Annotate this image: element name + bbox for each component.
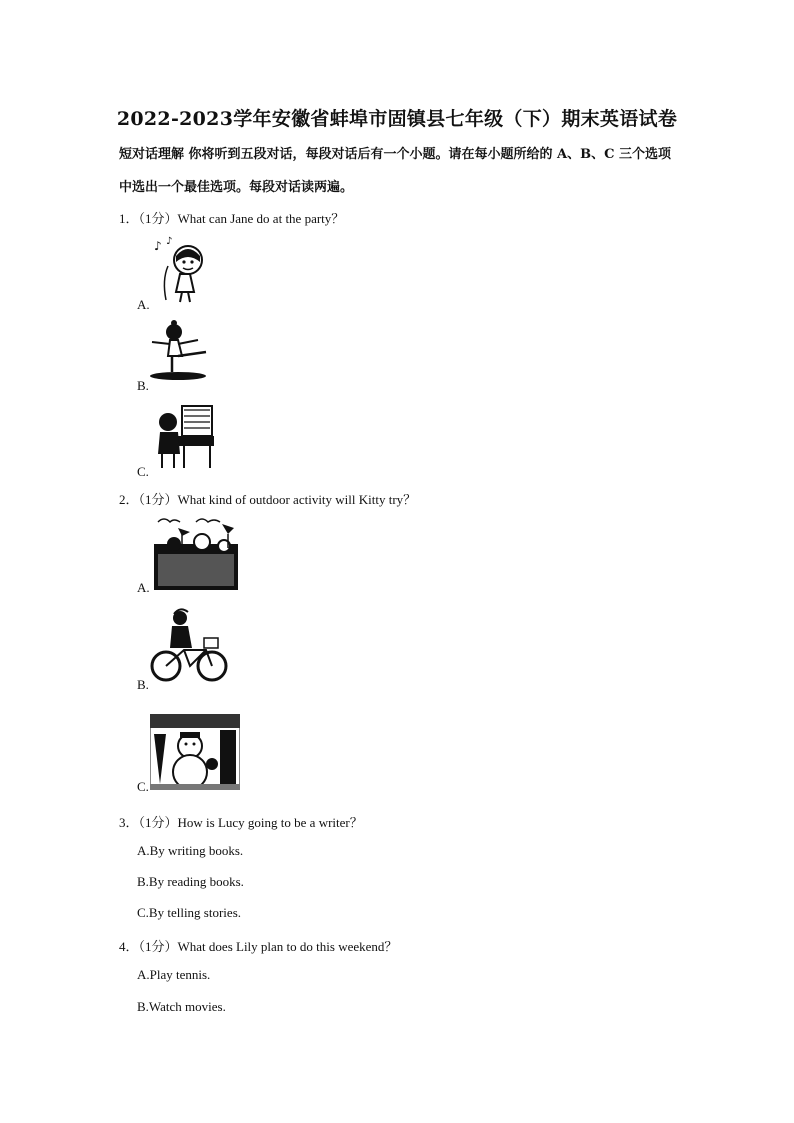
question-3 <box>119 812 363 831</box>
question-number: 1．（1分） <box>119 211 178 226</box>
question-1 <box>119 208 344 227</box>
option-label: A. <box>137 297 150 312</box>
option-label: C. <box>137 464 149 479</box>
option-b: B.Watch movies. <box>137 999 226 1014</box>
option-label: C. <box>137 779 149 794</box>
question-number: 4．（1分） <box>119 939 178 954</box>
option-label: B. <box>137 677 149 692</box>
option-label: A. <box>137 580 150 595</box>
girl-playing-piano-icon <box>152 402 216 470</box>
question-text: What kind of outdoor activity will Kitty try？ <box>177 492 417 507</box>
question-number: 2．（1分） <box>119 492 178 507</box>
question-4 <box>119 936 397 955</box>
people-gardening-icon <box>152 514 240 590</box>
option-a: A.By writing books. <box>137 843 244 858</box>
page-title: 2022-2023学年安徽省蚌埠市固镇县七年级（下）期末英语试卷 <box>116 108 678 130</box>
question-number: 3．（1分） <box>119 815 178 830</box>
section-instructions: 短对话理解 你将听到五段对话，每段对话后有一个小题。请在每小题所给的 A、B、C 三个选项中选出一个最佳选项。每段对话读两遍。 <box>119 147 671 195</box>
girl-dancing-icon <box>148 320 212 382</box>
question-text: What does Lily plan to do this weekend？ <box>177 939 398 954</box>
snowman-icon <box>150 714 240 790</box>
option-b: B.By reading books. <box>137 874 244 889</box>
girl-riding-bike-icon <box>150 608 230 684</box>
option-label: B. <box>137 378 149 393</box>
girl-singing-icon <box>150 236 212 304</box>
option-a: A.Play tennis. <box>137 967 211 982</box>
question-text: What can Jane do at the party？ <box>177 211 345 226</box>
svg-text:♪: ♪ <box>166 236 173 247</box>
svg-text:♪: ♪ <box>154 239 162 253</box>
question-text: How is Lucy going to be a writer？ <box>177 815 363 830</box>
option-c: C.By telling stories. <box>137 905 241 920</box>
question-2 <box>119 489 416 508</box>
